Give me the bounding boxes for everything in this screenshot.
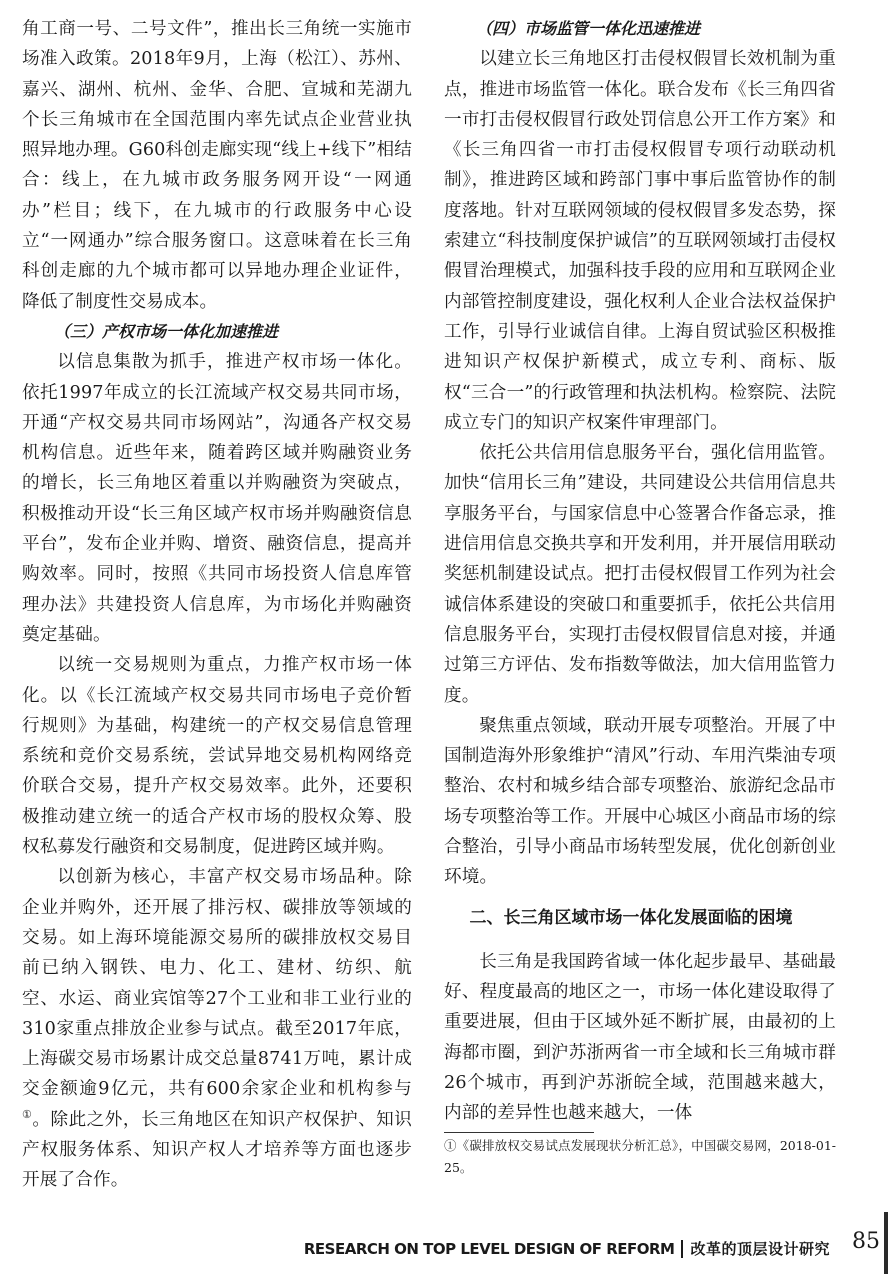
paragraph-unified-rules: 以统一交易规则为重点，力推产权市场一体化。以《长江流域产权交易共同市场电子竞价暂行规则》为基础，构建统一的产权交易信息管理系统和竞价交易系统，尝试异地交易机构网络竞价联合交易，提升产权交易效率。此外，还要积极推动建立统一的适合产权市场的股权众筹、股权私募发行融资和交易制度，促进跨区域并购。 bbox=[22, 655, 412, 858]
paragraph-text-after-note: 。除此之外，长三角地区在知识产权保护、知识产权服务体系、知识产权人才培养等方面也逐步开展了合作。 bbox=[22, 1109, 413, 1191]
page-footer bbox=[0, 1210, 888, 1277]
subheading-property-market: （三）产权市场一体化加速推进 bbox=[54, 321, 279, 341]
paragraph-continuation: 角工商一号、二号文件”，推出长三角统一实施市场准入政策。2018年9月，上海（松江）、苏州、嘉兴、湖州、杭州、金华、合肥、宣城和芜湖九个长三角城市在全国范围内率先试点企业营业执照异地办理。G60科创走廊实现“线上+线下”相结合：线上，在九城市政务服务网开设“一网通办”栏目；线下，在九城市的行政服务中心设立“一网通办”综合服务窗口。这意味着在长三角科创走廊的九个城市都可以异地办理企业证件，降低了制度性交易成本。 bbox=[22, 19, 412, 312]
footnote: ①《碳排放权交易试点发展现状分析汇总》，中国碳交易网，2018-01-25。 bbox=[444, 1138, 836, 1176]
right-column bbox=[444, 14, 836, 1179]
subheading-market-supervision: （四）市场监管一体化迅速推进 bbox=[476, 19, 701, 38]
paragraph-innovation-core bbox=[22, 862, 412, 1195]
paragraph-yangtze-delta-overview: 长三角是我国跨省域一体化起步最早、基础最好、程度最高的地区之一，市场一体化建设取得了重要进展，但由于区域外延不断扩展，由最初的上海都市圈，到沪苏浙两省一市全域和长三角城市群26个城市，再到沪苏浙皖全域，范围越来越大，内部的差异性也越来越大，一体 bbox=[444, 951, 836, 1124]
section-heading-difficulties: 二、长三角区域市场一体化发展面临的困境 bbox=[469, 907, 793, 928]
journal-title-en: RESEARCH ON TOP LEVEL DESIGN OF REFORM bbox=[303, 1239, 675, 1258]
footer-separator bbox=[681, 1240, 683, 1258]
left-column bbox=[22, 14, 412, 1196]
paragraph-information-hub: 以信息集散为抓手，推进产权市场一体化。依托1997年成立的长江流域产权交易共同市场，开通“产权交易共同市场网站”，沟通各产权交易机构信息。近些年来，随着跨区域并购融资业务的增长，长三角地区着重以并购融资为突破点，积极推动开设“长三角区域产权市场并购融资信息平台”，发布企业并购、增资、融资信息，提高并购效率。同时，按照《共同市场投资人信息库管理办法》共建投资人信息库，为市场化并购融资奠定基础。 bbox=[22, 352, 412, 645]
margin-tab bbox=[884, 1212, 888, 1274]
running-footer bbox=[304, 1238, 830, 1259]
paragraph-credit-supervision: 依托公共信用信息服务平台，强化信用监管。加快“信用长三角”建设，共同建设公共信用信息共享服务平台，与国家信息中心签署合作备忘录，推进信用信息交换共享和开发利用，并开展信用联动奖惩机制建设试点。把打击侵权假冒工作列为社会诚信体系建设的突破口和重要抓手，依托公共信用信息服务平台，实现打击侵权假冒信息对接，并通过第三方评估、发布指数等做法，加大信用监管力度。 bbox=[444, 443, 836, 706]
page-number: 85 bbox=[852, 1229, 880, 1254]
paragraph-anti-infringement: 以建立长三角地区打击侵权假冒长效机制为重点，推进市场监管一体化。联合发布《长三角四省一市打击侵权假冒行政处罚信息公开工作方案》和《长三角四省一市打击侵权假冒专项行动联动机制》，推进跨区域和跨部门事中事后监管协作的制度落地。针对互联网领域的侵权假冒多发态势，探索建立“科技制度保护诚信”的互联网领域打击侵权假冒治理模式，加强科技手段的应用和互联网企业内部管控制度建设，强化权利人企业合法权益保护工作，引导行业诚信自律。上海自贸试验区积极推进知识产权保护新模式，成立专利、商标、版权“三合一”的行政管理和执法机构。检察院、法院成立专门的知识产权案件审理部门。 bbox=[444, 49, 836, 433]
footnote-divider bbox=[444, 1132, 594, 1133]
footnote-marker[interactable]: ① bbox=[22, 1107, 33, 1121]
journal-title-zh: 改革的顶层设计研究 bbox=[690, 1240, 830, 1258]
paragraph-text-before-note: 以创新为核心，丰富产权交易市场品种。除企业并购外，还开展了排污权、碳排放等领域的交易。如上海环境能源交易所的碳排放权交易目前已纳入钢铁、电力、化工、建材、纺织、航空、水运、商业宾馆等27个工业和非工业行业的310家重点排放企业参与试点。截至2017年底，上海碳交易市场累计成交总量8741万吨，累计成交金额逾9亿元，共有600余家企业和机构参与 bbox=[22, 867, 412, 1100]
paragraph-special-rectification: 聚焦重点领域，联动开展专项整治。开展了中国制造海外形象维护“清风”行动、车用汽柴油专项整治、农村和城乡结合部专项整治、旅游纪念品市场专项整治等工作。开展中心城区小商品市场的综合整治，引导小商品市场转型发展，优化创新创业环境。 bbox=[444, 715, 836, 888]
